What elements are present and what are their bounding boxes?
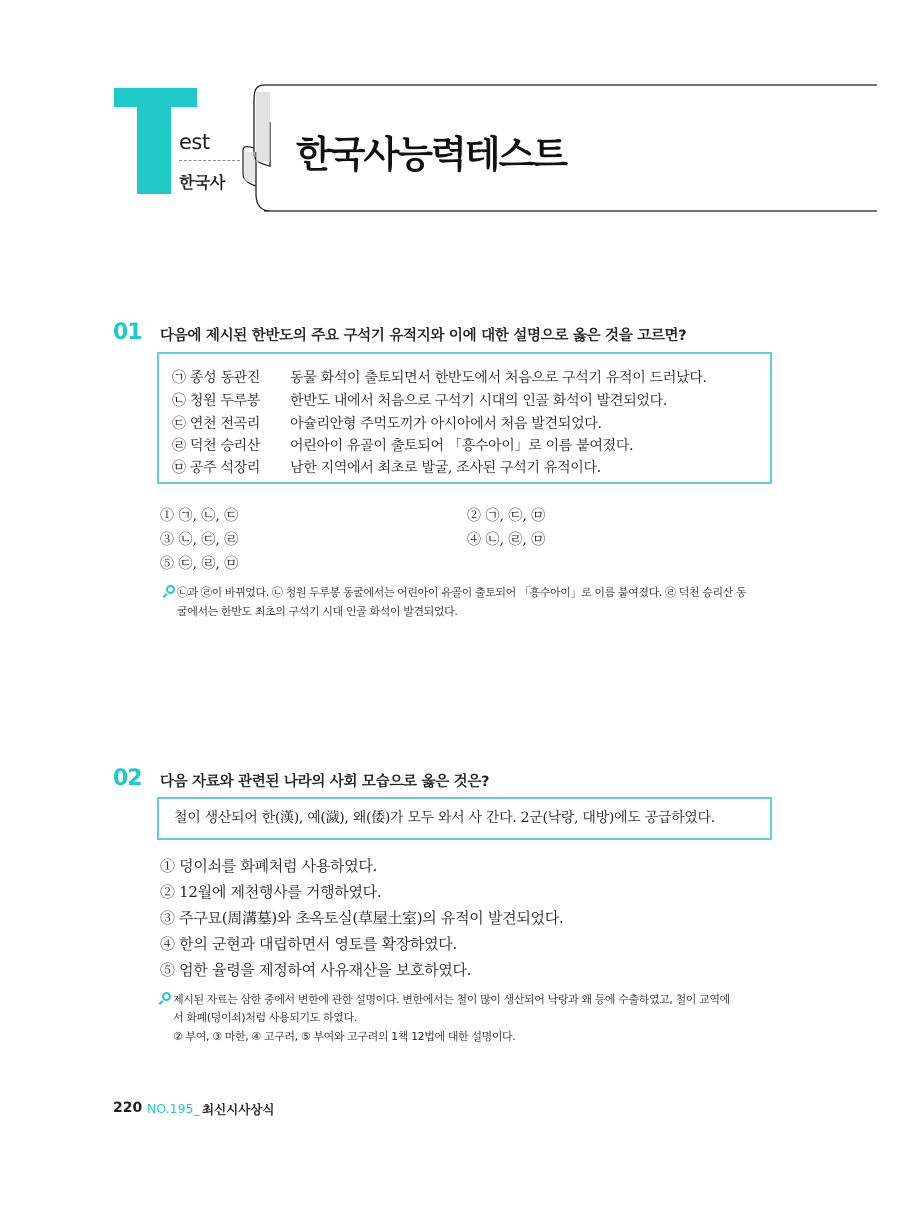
answer-option[interactable]: ① ㉠, ㉡, ㉢: [160, 508, 239, 524]
site-desc: 동물 화석이 출토되면서 한반도에서 처음으로 구석기 유적이 드러났다.: [290, 370, 707, 386]
divider: [179, 160, 240, 161]
answer-option[interactable]: ⑤ ㉢, ㉣, ㉤: [160, 556, 239, 572]
site-name: ㉠ 종성 동관진: [172, 370, 261, 386]
explanation-line: 서 화폐(덩이쇠)처럼 사용되기도 하였다.: [173, 1011, 357, 1024]
answer-option[interactable]: ④ 한의 군현과 대립하면서 영토를 확장하였다.: [160, 935, 457, 953]
explanation-line: 굴에서는 한반도 최초의 구석기 시대 인골 화석이 발견되었다.: [177, 605, 458, 618]
answer-option[interactable]: ② ㉠, ㉢, ㉤: [467, 508, 546, 524]
list-item: [172, 367, 707, 387]
answer-option[interactable]: ⑤ 엄한 율령을 제정하여 사유재산을 보호하였다.: [160, 961, 472, 979]
answer-option[interactable]: ① 덩이쇠를 화폐처럼 사용하였다.: [160, 857, 378, 875]
question-text: 다음 자료와 관련된 나라의 사회 모습으로 옳은 것은?: [160, 774, 490, 790]
site-desc: 남한 지역에서 최초로 발굴, 조사된 구석기 유적이다.: [290, 460, 601, 476]
magnifier-icon: [166, 585, 175, 594]
site-desc: 한반도 내에서 처음으로 구석기 시대의 인골 화석이 발견되었다.: [290, 393, 668, 409]
answer-option[interactable]: ③ 주구묘(周溝墓)와 초옥토실(草屋土室)의 유적이 발견되었다.: [160, 909, 564, 927]
issue-number: NO.195_: [147, 1101, 200, 1116]
logo-t-letter-stem: [137, 88, 171, 194]
explanation-line: 제시된 자료는 삼한 중에서 변한에 관한 설명이다. 변한에서는 철이 많이 생산되어 낙랑과 왜 등에 수출하였고, 철이 교역에: [173, 993, 730, 1006]
site-name: ㉡ 청원 두루봉: [172, 393, 261, 409]
answer-option[interactable]: ④ ㉡, ㉣, ㉤: [467, 532, 546, 548]
site-name: ㉢ 연천 전곡리: [172, 416, 261, 432]
question-text: 다음에 제시된 한반도의 주요 구석기 유적지와 이에 대한 설명으로 옳은 것을 고르면?: [160, 328, 687, 344]
magnifier-icon: [162, 992, 171, 1001]
list-item: [172, 435, 634, 455]
site-desc: 아슐리안형 주먹도끼가 아시아에서 처음 발견되었다.: [290, 416, 602, 432]
site-name: ㉤ 공주 석장리: [172, 460, 261, 476]
site-desc: 어린아이 유골이 출토되어 「흥수아이」로 이름 붙여졌다.: [290, 438, 634, 454]
page-number: 220: [113, 1100, 143, 1116]
page-title: 한국사능력테스트: [296, 133, 566, 176]
magazine-name: 최신시사상식: [202, 1102, 275, 1117]
question-number: 01: [113, 320, 142, 345]
list-item: [172, 390, 668, 410]
explanation-line: ② 부여, ③ 마한, ④ 고구려, ⑤ 부여와 고구려의 1책 12법에 대한 설명이다.: [173, 1030, 516, 1043]
site-name: ㉣ 덕천 승리산: [172, 438, 261, 454]
answer-option[interactable]: ③ ㉡, ㉢, ㉣: [160, 532, 239, 548]
list-item: [172, 457, 601, 477]
passage-text: 철이 생산되어 한(漢), 예(濊), 왜(倭)가 모두 와서 사 간다. 2군(낙랑, 대방)에도 공급하였다.: [174, 810, 715, 826]
explanation-line: ㉡과 ㉣이 바뀌었다. ㉡ 청원 두루봉 동굴에서는 어린아이 유골이 출토되어 「흥수아이」로 이름 붙여졌다. ㉣ 덕천 승리산 동: [177, 586, 747, 599]
section-subject: 한국사: [179, 173, 226, 192]
answer-option[interactable]: ② 12월에 제천행사를 거행하였다.: [160, 883, 382, 901]
section-label-est: est: [179, 130, 210, 154]
question-number: 02: [113, 766, 142, 791]
list-item: [172, 413, 602, 433]
